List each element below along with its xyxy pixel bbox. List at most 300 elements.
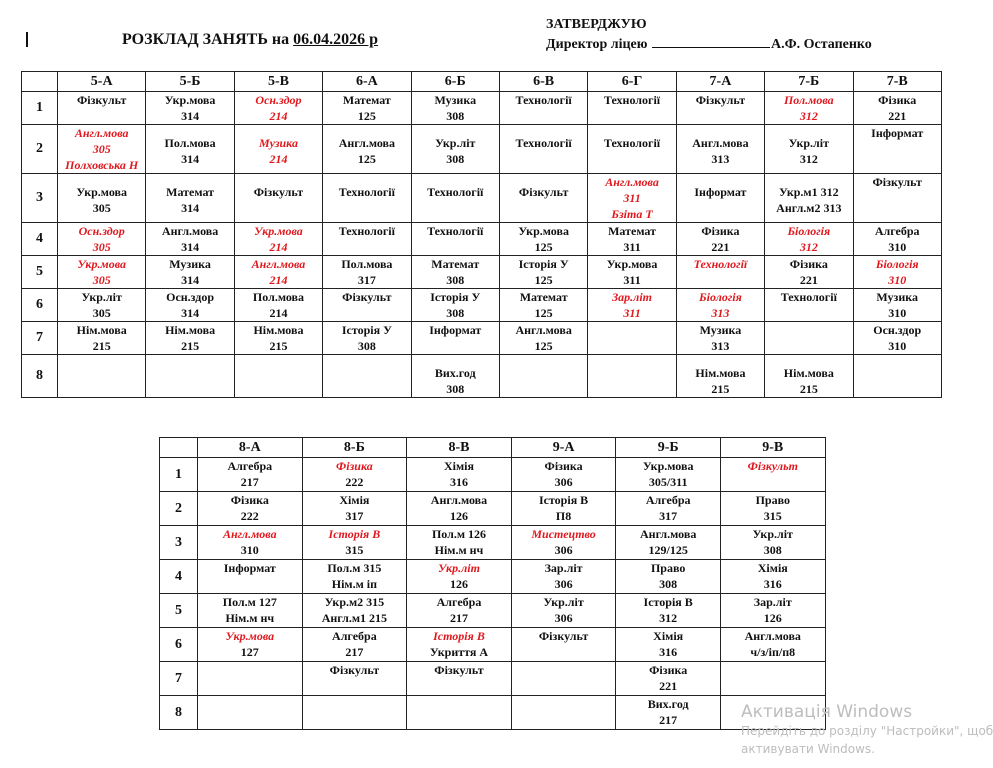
lesson-number: 7	[22, 322, 58, 355]
subject-name: Фізика	[544, 459, 583, 473]
room-number: 126	[763, 611, 782, 625]
lesson-number: 3	[160, 526, 198, 560]
subject-name: Алгебра	[874, 224, 920, 238]
class-header: 5-В	[234, 72, 322, 92]
subject-name: Мистецтво	[531, 527, 596, 541]
room-number: 306	[554, 475, 573, 489]
room-number: 222	[345, 475, 364, 489]
lesson-cell	[146, 256, 234, 289]
subject-name: Зар.літ	[612, 290, 652, 304]
subject-name: Укр.літ	[543, 595, 584, 609]
lesson-cell	[58, 174, 146, 223]
room-number: 312	[799, 109, 818, 123]
lesson-cell	[407, 492, 512, 526]
lesson-cell	[146, 355, 234, 398]
room-number: 125	[534, 273, 553, 287]
lesson-cell	[720, 594, 825, 628]
lesson-cell	[198, 662, 303, 696]
subject-name: Укр.м1 312	[779, 185, 839, 199]
lesson-cell	[765, 223, 853, 256]
subject-name: Укр.літ	[435, 136, 476, 150]
class-header-row	[160, 438, 826, 458]
lesson-cell	[411, 289, 499, 322]
class-header: 6-А	[323, 72, 411, 92]
lesson-cell	[58, 92, 146, 125]
room-number: 305	[92, 201, 111, 215]
room-number: 310	[240, 543, 259, 557]
lesson-cell	[234, 92, 322, 125]
lesson-cell	[676, 256, 764, 289]
subject-name: Пол.м 127	[222, 595, 277, 609]
lesson-cell	[302, 458, 407, 492]
room-number: 308	[446, 109, 465, 123]
lesson-cell	[302, 662, 407, 696]
subject-name: Інформат	[429, 323, 482, 337]
lesson-number: 2	[22, 125, 58, 174]
room-number: 316	[763, 577, 782, 591]
lesson-cell	[588, 223, 676, 256]
room-number: 305/311	[648, 475, 688, 489]
lesson-cell	[616, 492, 721, 526]
lesson-cell	[676, 125, 764, 174]
subject-name: Хімія	[443, 459, 474, 473]
subject-name: Алгебра	[227, 459, 273, 473]
room-number: 313	[711, 306, 730, 320]
subject-name: Музика	[699, 323, 742, 337]
lesson-cell	[853, 125, 941, 174]
teacher-name: Полховська Н	[65, 158, 139, 172]
lesson-cell	[323, 256, 411, 289]
lesson-cell	[511, 492, 616, 526]
room-number: Нім.м нч	[225, 611, 275, 625]
lesson-cell	[499, 174, 587, 223]
room-number: 314	[181, 201, 200, 215]
lesson-cell	[765, 289, 853, 322]
subject-name: Зар.літ	[753, 595, 792, 609]
subject-name: Музика	[169, 257, 211, 271]
lesson-cell	[588, 355, 676, 398]
subject-name: Технології	[427, 224, 484, 238]
lesson-row	[22, 223, 942, 256]
windows-activation-watermark: Активація Windows Перейдіть до розділу "Настройки", щоб активувати Windows.	[741, 702, 993, 756]
subject-name: Математ	[342, 93, 391, 107]
room-number: 311	[623, 240, 641, 254]
lesson-cell	[588, 256, 676, 289]
lesson-cell	[411, 223, 499, 256]
lesson-cell	[146, 223, 234, 256]
lesson-cell	[511, 628, 616, 662]
lesson-cell	[720, 628, 825, 662]
lesson-cell	[499, 256, 587, 289]
room-number: 308	[763, 543, 782, 557]
approval-signature-line: Директор ліцею А.Ф. Остапенко	[546, 37, 872, 52]
room-number: 125	[357, 152, 376, 166]
room-number: 313	[711, 339, 730, 353]
room-number: 215	[92, 339, 111, 353]
subject-name: Музика	[876, 290, 919, 304]
lesson-number: 6	[22, 289, 58, 322]
subject-name: Технології	[603, 136, 661, 150]
subject-name: Англ.мова	[161, 224, 219, 238]
room-number: 305	[92, 142, 111, 156]
lesson-cell	[499, 289, 587, 322]
subject-name: Алгебра	[645, 493, 691, 507]
subject-name: Укр.мова	[225, 629, 275, 643]
room-number: 316	[449, 475, 468, 489]
lesson-cell	[853, 223, 941, 256]
class-header: 8-В	[407, 438, 512, 458]
lesson-cell	[588, 125, 676, 174]
subject-name: Історія В	[328, 527, 381, 541]
lesson-cell	[588, 174, 676, 223]
subject-name: Зар.літ	[544, 561, 583, 575]
lesson-cell	[146, 174, 234, 223]
lesson-number: 8	[160, 696, 198, 730]
lesson-number: 3	[22, 174, 58, 223]
room-number: 214	[269, 152, 288, 166]
subject-name: Фізкульт	[518, 185, 569, 199]
lesson-cell	[198, 628, 303, 662]
approval-block	[546, 15, 872, 55]
subject-name: Фізика	[789, 257, 828, 271]
lesson-cell	[411, 125, 499, 174]
lesson-cell	[499, 92, 587, 125]
lesson-cell	[765, 92, 853, 125]
room-number: 126	[449, 509, 468, 523]
subject-name: Історія В	[538, 493, 589, 507]
room-number: 217	[659, 713, 678, 727]
subject-name: Фізкульт	[76, 93, 127, 107]
room-number: 306	[554, 577, 573, 591]
subject-name: Осн.здор	[166, 290, 215, 304]
subject-name: Хімія	[653, 629, 684, 643]
lesson-row	[160, 696, 826, 730]
lesson-cell	[616, 560, 721, 594]
class-header: 7-Б	[765, 72, 853, 92]
lesson-cell	[198, 492, 303, 526]
lesson-cell	[720, 526, 825, 560]
lesson-cell	[499, 355, 587, 398]
lesson-row	[22, 256, 942, 289]
room-number: 306	[554, 611, 573, 625]
lesson-number: 1	[22, 92, 58, 125]
teacher-name: Бзіта Т	[611, 207, 653, 221]
room-number: 308	[446, 306, 465, 320]
room-number: 314	[181, 273, 200, 287]
subject-name: Фізика	[878, 93, 917, 107]
lesson-cell	[616, 526, 721, 560]
subject-name: Англ.мова	[430, 493, 488, 507]
lesson-row	[22, 289, 942, 322]
lesson-number: 5	[22, 256, 58, 289]
subject-name: Пол.мова	[341, 257, 393, 271]
subject-name: Нім.мова	[165, 323, 216, 337]
lesson-cell	[720, 492, 825, 526]
subject-name: Вих.год	[647, 697, 689, 711]
room-number: 125	[357, 109, 376, 123]
lesson-cell	[853, 289, 941, 322]
subject-name: Укр.мова	[606, 257, 658, 271]
lesson-cell	[302, 526, 407, 560]
lesson-cell	[616, 594, 721, 628]
lesson-cell	[234, 322, 322, 355]
subject-name: Фізкульт	[342, 290, 392, 304]
lesson-number: 8	[22, 355, 58, 398]
subject-name: Математ	[431, 257, 480, 271]
subject-name: Математ	[519, 290, 568, 304]
room-number: 311	[623, 273, 641, 287]
room-number: 214	[269, 109, 288, 123]
room-number: Укриття А	[429, 645, 489, 659]
schedule-table-grades-8-9	[159, 437, 826, 730]
lesson-cell	[765, 125, 853, 174]
lesson-cell	[323, 92, 411, 125]
room-number: 308	[357, 339, 376, 353]
subject-name: Англ.мова	[251, 257, 306, 271]
lesson-cell	[676, 289, 764, 322]
subject-name: Укр.мова	[76, 185, 127, 199]
subject-name: Осн.здор	[78, 224, 125, 238]
director-name: А.Ф. Остапенко	[770, 37, 872, 52]
lesson-cell	[58, 322, 146, 355]
subject-name: Фізкульт	[872, 175, 922, 189]
class-header: 6-В	[499, 72, 587, 92]
room-number: Англ.м1 215	[321, 611, 388, 625]
room-number: 125	[534, 306, 553, 320]
lesson-cell	[198, 696, 303, 730]
lesson-cell	[411, 322, 499, 355]
subject-name: Укр.мова	[164, 93, 216, 107]
room-number: 127	[240, 645, 259, 659]
lesson-cell	[58, 355, 146, 398]
lesson-row	[160, 492, 826, 526]
lesson-cell	[323, 223, 411, 256]
subject-name: Англ.мова	[692, 136, 749, 150]
room-number: 221	[799, 273, 818, 287]
room-number: Нім.м нч	[434, 543, 484, 557]
lesson-cell	[411, 256, 499, 289]
subject-name: Фізкульт	[253, 185, 304, 199]
lesson-cell	[323, 355, 411, 398]
lesson-cell	[407, 560, 512, 594]
lesson-cell	[499, 223, 587, 256]
approval-title: ЗАТВЕРДЖУЮ	[546, 17, 647, 32]
subject-name: Фізика	[230, 493, 269, 507]
subject-name: Біологія	[699, 290, 742, 304]
lesson-cell	[58, 289, 146, 322]
subject-name: Осн.здор	[255, 93, 302, 107]
lesson-cell	[411, 174, 499, 223]
room-number: Англ.м2 313	[776, 201, 842, 215]
lesson-cell	[676, 322, 764, 355]
lesson-cell	[234, 223, 322, 256]
room-number: 129/125	[648, 543, 688, 557]
lesson-number: 7	[160, 662, 198, 696]
subject-name: Історія У	[341, 323, 392, 337]
lesson-cell	[407, 458, 512, 492]
subject-name: Укр.м2 315	[324, 595, 385, 609]
lesson-cell	[234, 125, 322, 174]
lesson-cell	[676, 174, 764, 223]
room-number: 310	[888, 339, 907, 353]
lesson-row	[22, 355, 942, 398]
subject-name: Фізкульт	[695, 93, 746, 107]
room-number: 312	[799, 240, 818, 254]
lesson-cell	[720, 662, 825, 696]
room-number: 125	[534, 339, 553, 353]
class-header: 9-А	[511, 438, 616, 458]
lesson-cell	[765, 322, 853, 355]
subject-name: Фізкульт	[747, 459, 798, 473]
subject-name: Пол.мова	[252, 290, 305, 304]
subject-name: Технології	[338, 185, 395, 199]
lesson-cell	[616, 662, 721, 696]
class-header: 9-Б	[616, 438, 721, 458]
lesson-cell	[616, 628, 721, 662]
lesson-number: 5	[160, 594, 198, 628]
class-header: 5-Б	[146, 72, 234, 92]
lesson-cell	[765, 256, 853, 289]
lesson-cell	[302, 594, 407, 628]
subject-name: Англ.мова	[515, 323, 572, 337]
schedule-date: 06.04.2026 р	[293, 31, 379, 48]
subject-name: Музика	[434, 93, 477, 107]
subject-name: Нім.мова	[253, 323, 304, 337]
subject-name: Історія У	[518, 257, 569, 271]
lesson-cell	[511, 458, 616, 492]
subject-name: Укр.літ	[788, 136, 829, 150]
room-number: 316	[659, 645, 678, 659]
lesson-cell	[407, 662, 512, 696]
subject-name: Історія В	[643, 595, 693, 609]
room-number: 310	[888, 240, 907, 254]
lesson-cell	[676, 92, 764, 125]
lesson-cell	[146, 322, 234, 355]
lesson-row	[160, 594, 826, 628]
subject-name: Пол.м 315	[327, 561, 382, 575]
room-number: 217	[345, 645, 364, 659]
lesson-cell	[323, 322, 411, 355]
lesson-cell	[588, 92, 676, 125]
room-number: 313	[711, 152, 730, 166]
subject-name: Укр.мова	[642, 459, 694, 473]
subject-name: Інформат	[871, 126, 924, 140]
lesson-cell	[511, 696, 616, 730]
lesson-row	[160, 526, 826, 560]
room-number: 221	[888, 109, 907, 123]
schedule-table-grades-5-7	[21, 71, 942, 398]
room-number: 305	[92, 306, 111, 320]
subject-name: Нім.мова	[695, 366, 746, 380]
lesson-cell	[853, 322, 941, 355]
class-header-row	[22, 72, 942, 92]
room-number: 305	[92, 240, 111, 254]
lesson-cell	[198, 594, 303, 628]
subject-name: Англ.мова	[605, 175, 659, 189]
room-number: 215	[711, 382, 730, 396]
lesson-cell	[407, 594, 512, 628]
lesson-cell	[146, 289, 234, 322]
class-header: 6-Б	[411, 72, 499, 92]
class-header: 5-А	[58, 72, 146, 92]
subject-name: Англ.мова	[74, 126, 129, 140]
lesson-cell	[616, 458, 721, 492]
subject-name: Англ.мова	[639, 527, 697, 541]
room-number: 221	[711, 240, 730, 254]
room-number: 214	[269, 273, 288, 287]
room-number: 308	[446, 273, 465, 287]
lesson-cell	[499, 125, 587, 174]
lesson-row	[160, 628, 826, 662]
lesson-cell	[58, 125, 146, 174]
room-number: 217	[449, 611, 468, 625]
class-header: 7-В	[853, 72, 941, 92]
lesson-cell	[58, 256, 146, 289]
subject-name: Англ.мова	[744, 629, 801, 643]
subject-name: Пол.м 126	[431, 527, 487, 541]
lesson-row	[22, 92, 942, 125]
lesson-number: 6	[160, 628, 198, 662]
room-number: 317	[345, 509, 364, 523]
lesson-cell	[234, 256, 322, 289]
lesson-cell	[511, 560, 616, 594]
subject-name: Технології	[780, 290, 837, 304]
subject-name: Фізика	[336, 459, 373, 473]
subject-name: Укр.літ	[438, 561, 480, 575]
lesson-cell	[302, 492, 407, 526]
room-number: 126	[449, 577, 468, 591]
room-number: 308	[446, 152, 465, 166]
lesson-cell	[234, 355, 322, 398]
lesson-cell	[323, 125, 411, 174]
subject-name: Фізика	[701, 224, 740, 238]
subject-name: Технології	[693, 257, 748, 271]
lesson-cell	[853, 256, 941, 289]
room-number: П8	[555, 509, 572, 523]
subject-name: Укр.літ	[752, 527, 793, 541]
lesson-row	[160, 560, 826, 594]
signature-underline	[652, 35, 770, 48]
lesson-cell	[323, 289, 411, 322]
room-number: 317	[357, 273, 376, 287]
lesson-cell	[302, 696, 407, 730]
subject-name: Алгебра	[332, 629, 377, 643]
class-header: 8-А	[198, 438, 303, 458]
room-number: 305	[92, 273, 111, 287]
subject-name: Музика	[258, 136, 298, 150]
lesson-cell	[511, 594, 616, 628]
room-number: 314	[181, 240, 200, 254]
subject-name: Фізика	[649, 663, 688, 677]
subject-name: Математ	[166, 185, 215, 199]
lesson-cell	[407, 526, 512, 560]
subject-name: Математ	[608, 224, 656, 238]
subject-name: Інформат	[694, 185, 747, 199]
lesson-cell	[499, 322, 587, 355]
lesson-cell	[853, 174, 941, 223]
lesson-number: 4	[160, 560, 198, 594]
text-cursor	[26, 32, 28, 47]
subject-name: Пол.мова	[164, 136, 216, 150]
room-number: 314	[181, 152, 200, 166]
subject-name: Технології	[515, 136, 572, 150]
lesson-cell	[765, 174, 853, 223]
subject-name: Нім.мова	[783, 366, 834, 380]
room-number: 221	[659, 679, 678, 693]
lesson-cell	[198, 560, 303, 594]
subject-name: Укр.мова	[518, 224, 569, 238]
lesson-cell	[853, 92, 941, 125]
